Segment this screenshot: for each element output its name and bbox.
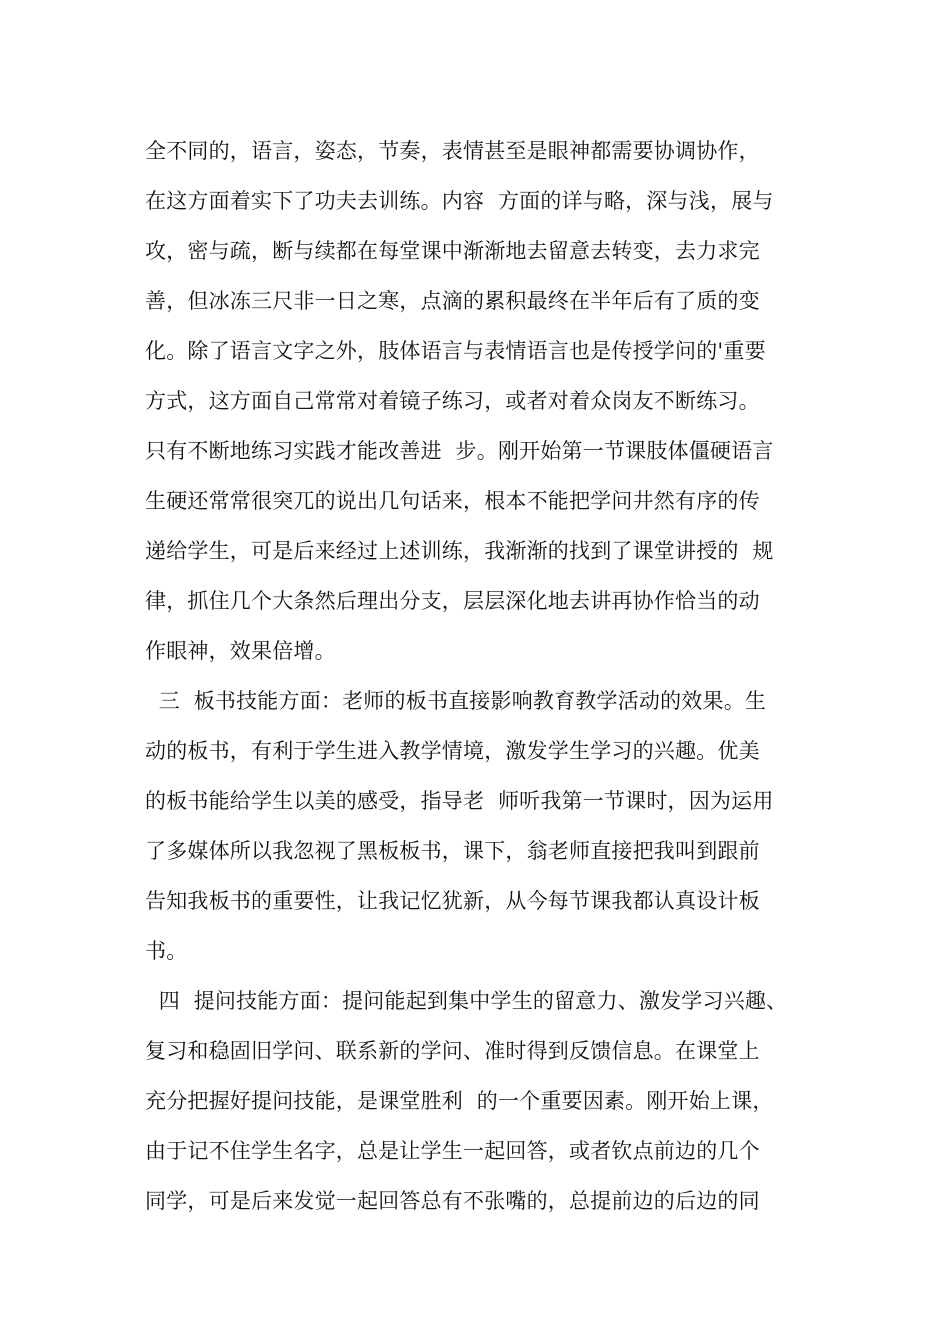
text-line: 善，但冰冻三尺非一日之寒，点滴的累积最终在半年后有了质的变 [145, 289, 760, 313]
text-line: 的板书能给学生以美的感受，指导老 师听我第一节课时，因为运用 [145, 789, 774, 813]
text-line: 了多媒体所以我忽视了黑板板书，课下，翁老师直接把我叫到跟前 [145, 839, 760, 863]
text-line: 书。 [145, 939, 188, 963]
section-heading-line: 三 板书技能方面：老师的板书直接影响教育教学活动的效果。生 [145, 689, 767, 713]
text-line: 由于记不住学生名字，总是让学生一起回答，或者钦点前边的几个 [145, 1139, 760, 1163]
text-line: 复习和稳固旧学问、联系新的学问、准时得到反馈信息。在课堂上 [145, 1039, 760, 1063]
text-line: 充分把握好提问技能，是课堂胜利 的一个重要因素。刚开始上课， [145, 1089, 774, 1113]
text-line: 同学，可是后来发觉一起回答总有不张嘴的，总提前边的后边的同 [145, 1189, 760, 1213]
text-line: 只有不断地练习实践才能改善进 步。刚开始第一节课肢体僵硬语言 [145, 439, 774, 463]
text-line: 递给学生，可是后来经过上述训练，我渐渐的找到了课堂讲授的 规 [145, 539, 774, 563]
text-line: 动的板书，有利于学生进入教学情境，激发学生学习的兴趣。优美 [145, 739, 760, 763]
text-line: 方式，这方面自己常常对着镜子练习，或者对着众岗友不断练习。 [145, 389, 760, 413]
text-line: 在这方面着实下了功夫去训练。内容 方面的详与略，深与浅，展与 [145, 189, 774, 213]
section-heading-line: 四 提问技能方面：提问能起到集中学生的留意力、激发学习兴趣、 [145, 989, 788, 1013]
text-line: 律，抓住几个大条然后理出分支，层层深化地去讲再协作恰当的动 [145, 589, 760, 613]
text-line: 告知我板书的重要性，让我记忆犹新，从今每节课我都认真设计板 [145, 889, 760, 913]
text-line: 攻，密与疏，断与续都在每堂课中渐渐地去留意去转变，去力求完 [145, 239, 760, 263]
text-line: 化。除了语言文字之外，肢体语言与表情语言也是传授学问的'重要 [145, 339, 766, 363]
text-line: 全不同的，语言，姿态，节奏，表情甚至是眼神都需要协调协作， [145, 139, 760, 163]
text-line: 作眼神，效果倍增。 [145, 639, 336, 663]
text-line: 生硬还常常很突兀的说出几句话来，根本不能把学问井然有序的传 [145, 489, 760, 513]
